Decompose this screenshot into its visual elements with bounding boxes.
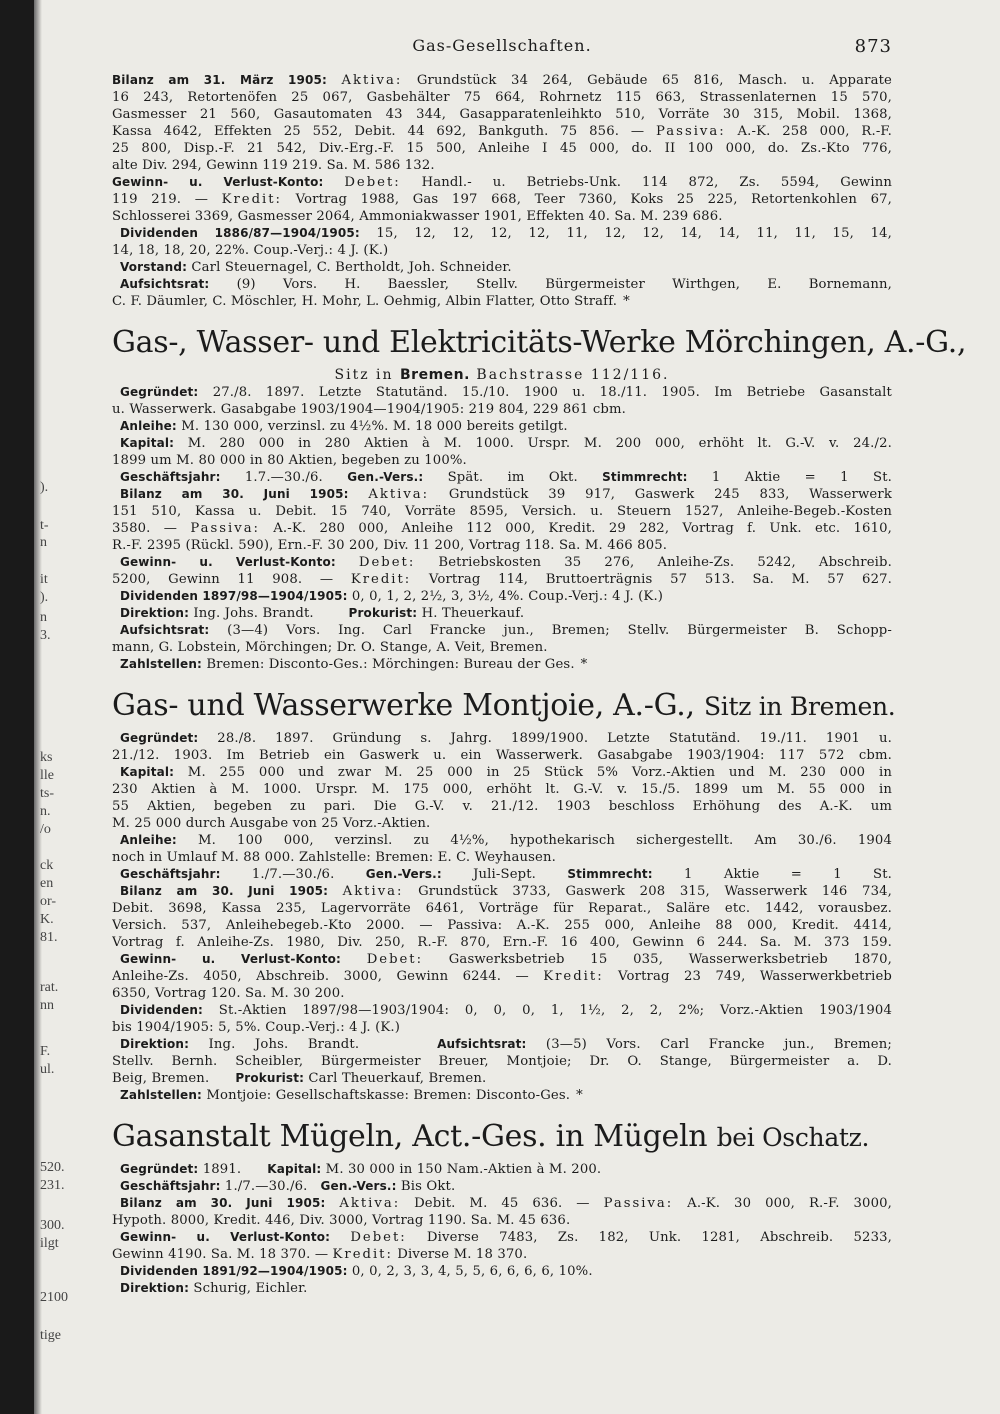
text-line: Vorstand: Carl Steuernagel, C. Bertholdt, Joh. Schneider. (120, 260, 512, 275)
text-line: Gegründet: 28./8. 1897. Gründung s. Jahrg. 1899/1900. Letzte Statutänd. 19./11. 1901 u. (120, 731, 892, 746)
text-line: Debit. 3698, Kassa 235, Lagervorräte 6461, Vorträge für Reparat., Saläre etc. 1442, vorausbez. (112, 901, 892, 916)
margin-fragment: 2100 (40, 1290, 68, 1305)
text-line: 1899 um M. 80 000 in 80 Aktien, begeben zu 100%. (112, 453, 467, 468)
margin-fragment: lle (40, 768, 54, 783)
text-line: 25 800, Disp.-F. 21 542, Div.-Erg.-F. 15 500, Anleihe I 45 000, do. II 100 000, do. Zs.-Kto 776, (112, 141, 892, 156)
text-line: 119 219. — Kredit: Vortrag 1988, Gas 197 668, Teer 7360, Koks 25 225, Retortenkohlen 67, (112, 192, 892, 207)
margin-fragment: nn (40, 998, 54, 1013)
text-line: u. Wasserwerk. Gasabgabe 1903/1904—1904/1905: 219 804, 229 861 cbm. (112, 402, 626, 417)
margin-fragment: ). (40, 590, 49, 605)
margin-fragment: ts- (40, 786, 54, 801)
margin-fragment: 81. (40, 930, 58, 945)
entry-muegeln (112, 1118, 892, 1297)
margin-fragment: 300. (40, 1218, 65, 1233)
text-line: Beig, Bremen. Prokurist: Carl Theuerkauf, Bremen. (112, 1071, 487, 1086)
text-line: R.-F. 2395 (Rückl. 590), Ern.-F. 30 200, Div. 11 200, Vortrag 118. Sa. M. 466 805. (112, 538, 668, 553)
text-line: 14, 18, 18, 20, 22%. Coup.-Verj.: 4 J. (K.) (112, 243, 389, 258)
text-line: 55 Aktien, begeben zu pari. Die G.-V. v. 21./12. 1903 beschloss Erhöhung des A.-K. um (112, 799, 892, 814)
text-line: Kapital: M. 280 000 in 280 Aktien à M. 1000. Urspr. M. 200 000, erhöht lt. G.-V. v. 24./2. (120, 436, 892, 451)
text-line: 5200, Gewinn 11 908. — Kredit: Vortrag 114, Bruttoerträgnis 57 513. Sa. M. 57 627. (112, 572, 892, 587)
running-head-title: Gas-Gesellschaften. (412, 36, 592, 55)
margin-fragment: 231. (40, 1178, 65, 1193)
text-line: Stellv. Bernh. Scheibler, Bürgermeister Breuer, Montjoie; Dr. O. Stange, Bürgermeister a. D. (112, 1054, 892, 1069)
text-line: Gegründet: 27./8. 1897. Letzte Statutänd. 15./10. 1900 u. 18./11. 1905. Im Betriebe Gasanstalt (120, 385, 892, 400)
text-line: 3580. — Passiva: A.-K. 280 000, Anleihe 112 000, Kredit. 29 282, Vortrag f. Unk. etc. 1610, (112, 521, 892, 536)
entry-continuation (112, 72, 892, 310)
margin-fragment: rat. (40, 980, 59, 995)
text-line: Schlosserei 3369, Gasmesser 2064, Ammoniakwasser 1901, Effekten 40. Sa. M. 239 686. (112, 209, 723, 224)
margin-fragment: K. (40, 912, 54, 927)
margin-fragment: n (40, 610, 47, 625)
entry-title: Gas-, Wasser- und Elektricitäts-Werke Mörchingen, A.-G., (112, 325, 967, 360)
binding-gutter (0, 0, 34, 1414)
margin-fragment: or- (40, 894, 57, 909)
text-line: Geschäftsjahr: 1./7.—30./6. Gen.-Vers.: Bis Okt. (120, 1179, 456, 1194)
text-line: Dividenden 1886/87—1904/1905: 15, 12, 12, 12, 12, 11, 12, 12, 14, 14, 11, 11, 15, 14, (120, 226, 892, 241)
text-line: 6350, Vortrag 120. Sa. M. 30 200. (112, 986, 345, 1001)
text-line: Gewinn- u. Verlust-Konto: Debet: Gaswerksbetrieb 15 035, Wasserwerksbetrieb 1870, (120, 952, 892, 967)
margin-fragment: 3. (40, 628, 51, 643)
entry-moerchingen (112, 324, 967, 673)
text-line: Direktion: Ing. Johs. Brandt. Aufsichtsrat: (3—5) Vors. Carl Francke jun., Bremen; (120, 1037, 892, 1052)
text-line: Versich. 537, Anleihebegeb.-Kto 2000. — Passiva: A.-K. 255 000, Anleihe 88 000, Kredit. 4414, (112, 918, 892, 933)
text-line: Anleihe: M. 130 000, verzinsl. zu 4½%. M. 18 000 bereits getilgt. (120, 419, 568, 434)
margin-fragment: tige (40, 1328, 61, 1343)
margin-fragment: n. (40, 804, 51, 819)
text-line: Kapital: M. 255 000 und zwar M. 25 000 in 25 Stück 5% Vorz.-Aktien und M. 230 000 in (120, 765, 892, 780)
margin-fragment: en (40, 876, 54, 891)
text-line: Dividenden 1891/92—1904/1905: 0, 0, 2, 3, 3, 4, 5, 5, 6, 6, 6, 6, 10%. (120, 1264, 593, 1279)
text-line: Gasmesser 21 560, Gasautomaten 43 344, Gasapparatenleihkto 510, Vorräte 30 315, Mobil. 1368, (112, 107, 892, 122)
margin-fragment: t- (40, 518, 49, 533)
margin-fragment: it (40, 572, 48, 587)
margin-fragment: 520. (40, 1160, 65, 1175)
entry-title: Gasanstalt Mügeln, Act.-Ges. in Mügeln bei Oschatz. (112, 1119, 870, 1154)
margin-fragment: ck (40, 858, 54, 873)
text-line: Anleihe: M. 100 000, verzinsl. zu 4½%, hypothekarisch sichergestellt. Am 30./6. 1904 (120, 833, 892, 848)
text-line: Bilanz am 30. Juni 1905: Aktiva: Grundstück 3733, Gaswerk 208 315, Wasserwerk 146 734, (120, 884, 892, 899)
text-line: Kassa 4642, Effekten 25 552, Debit. 44 692, Bankguth. 75 856. — Passiva: A.-K. 258 000, R.-F. (112, 124, 892, 139)
text-line: Geschäftsjahr: 1./7.—30./6. Gen.-Vers.: Juli-Sept. Stimmrecht: 1 Aktie = 1 St. (120, 867, 892, 882)
text-line: bis 1904/1905: 5, 5%. Coup.-Verj.: 4 J. (K.) (112, 1020, 401, 1035)
margin-fragment: F. (40, 1044, 51, 1059)
text-line: Bilanz am 30. Juni 1905: Aktiva: Grundstück 39 917, Gaswerk 245 833, Wasserwerk (120, 487, 892, 502)
entry-seat: Sitz in Bremen. Bachstrasse 112/116. (334, 367, 670, 383)
text-line: C. F. Däumler, C. Möschler, H. Mohr, L. Oehmig, Albin Flatter, Otto Straff. * (112, 294, 630, 309)
margin-fragment: ks (40, 750, 53, 765)
text-line: Aufsichtsrat: (9) Vors. H. Baessler, Stellv. Bürgermeister Wirthgen, E. Bornemann, (120, 277, 892, 292)
text-line: Gewinn- u. Verlust-Konto: Debet: Betriebskosten 35 276, Anleihe-Zs. 5242, Abschreib. (120, 555, 892, 570)
text-line: Gewinn- u. Verlust-Konto: Debet: Handl.- u. Betriebs-Unk. 114 872, Zs. 5594, Gewinn (112, 175, 892, 190)
text-line: alte Div. 294, Gewinn 119 219. Sa. M. 586 132. (112, 158, 435, 173)
entry-title: Gas- und Wasserwerke Montjoie, A.-G., Sitz in Bremen. (112, 688, 896, 723)
margin-fragment: n (40, 535, 47, 550)
text-line: Dividenden 1897/98—1904/1905: 0, 0, 1, 2, 2½, 3, 3½, 4%. Coup.-Verj.: 4 J. (K.) (120, 589, 664, 604)
text-line: Zahlstellen: Montjoie: Gesellschaftskasse: Bremen: Disconto-Ges. * (120, 1088, 583, 1103)
text-line: 21./12. 1903. Im Betrieb ein Gaswerk u. ein Wasserwerk. Gasabgabe 1903/1904: 117 572 cbm. (112, 748, 892, 763)
entry-montjoie (112, 687, 896, 1104)
text-line: 230 Aktien à M. 1000. Urspr. M. 175 000, erhöht lt. G.-V. v. 15./5. 1899 um M. 55 000 in (112, 782, 892, 797)
text-line: Aufsichtsrat: (3—4) Vors. Ing. Carl Francke jun., Bremen; Stellv. Bürgermeister B. Schopp- (120, 623, 892, 638)
text-line: 151 510, Kassa u. Debit. 15 740, Vorräte 8595, Versich. u. Steuern 1527, Anleihe-Begeb.-Kosten (112, 504, 892, 519)
text-line: Gewinn- u. Verlust-Konto: Debet: Diverse 7483, Zs. 182, Unk. 1281, Abschreib. 5233, (120, 1230, 892, 1245)
text-line: Hypoth. 8000, Kredit. 446, Div. 3000, Vortrag 1190. Sa. M. 45 636. (112, 1213, 571, 1228)
page (112, 36, 967, 1297)
text-line: Bilanz am 31. März 1905: Aktiva: Grundstück 34 264, Gebäude 65 816, Masch. u. Apparate (112, 73, 892, 88)
text-line: Direktion: Ing. Johs. Brandt. Prokurist: H. Theuerkauf. (120, 606, 525, 621)
text-line: Gegründet: 1891. Kapital: M. 30 000 in 150 Nam.-Aktien à M. 200. (120, 1162, 602, 1177)
margin-fragment: ). (40, 480, 49, 495)
text-line: 16 243, Retortenöfen 25 067, Gasbehälter 75 664, Rohrnetz 115 663, Strassenlaternen 15 570, (112, 90, 892, 105)
text-line: noch in Umlauf M. 88 000. Zahlstelle: Bremen: E. C. Weyhausen. (112, 850, 556, 865)
margin-fragments (40, 0, 100, 1414)
text-line: M. 25 000 durch Ausgabe von 25 Vorz.-Aktien. (112, 816, 431, 831)
text-line: Dividenden: St.-Aktien 1897/98—1903/1904: 0, 0, 0, 1, 1½, 2, 2, 2%; Vorz.-Aktien 1903/1904 (120, 1003, 892, 1018)
text-line: Anleihe-Zs. 4050, Abschreib. 3000, Gewinn 6244. — Kredit: Vortrag 23 749, Wasserwerkbetrieb (112, 969, 892, 984)
text-line: Direktion: Schurig, Eichler. (120, 1281, 308, 1296)
text-line: Vortrag f. Anleihe-Zs. 1980, Div. 250, R.-F. 870, Ern.-F. 16 400, Gewinn 6 244. Sa. M. 373 159. (112, 935, 892, 950)
margin-fragment: ilgt (40, 1236, 59, 1251)
text-line: mann, G. Lobstein, Mörchingen; Dr. O. Stange, A. Veit, Bremen. (112, 640, 548, 655)
margin-fragment: ul. (40, 1062, 55, 1077)
text-line: Zahlstellen: Bremen: Disconto-Ges.: Mörchingen: Bureau der Ges. * (120, 657, 588, 672)
margin-fragment: /o (40, 822, 51, 837)
text-line: Bilanz am 30. Juni 1905: Aktiva: Debit. M. 45 636. — Passiva: A.-K. 30 000, R.-F. 3000, (120, 1196, 892, 1211)
page-number: 873 (854, 36, 892, 57)
text-line: Gewinn 4190. Sa. M. 18 370. — Kredit: Diverse M. 18 370. (112, 1247, 528, 1262)
text-line: Geschäftsjahr: 1.7.—30./6. Gen.-Vers.: Spät. im Okt. Stimmrecht: 1 Aktie = 1 St. (120, 470, 892, 485)
running-head (112, 36, 892, 62)
